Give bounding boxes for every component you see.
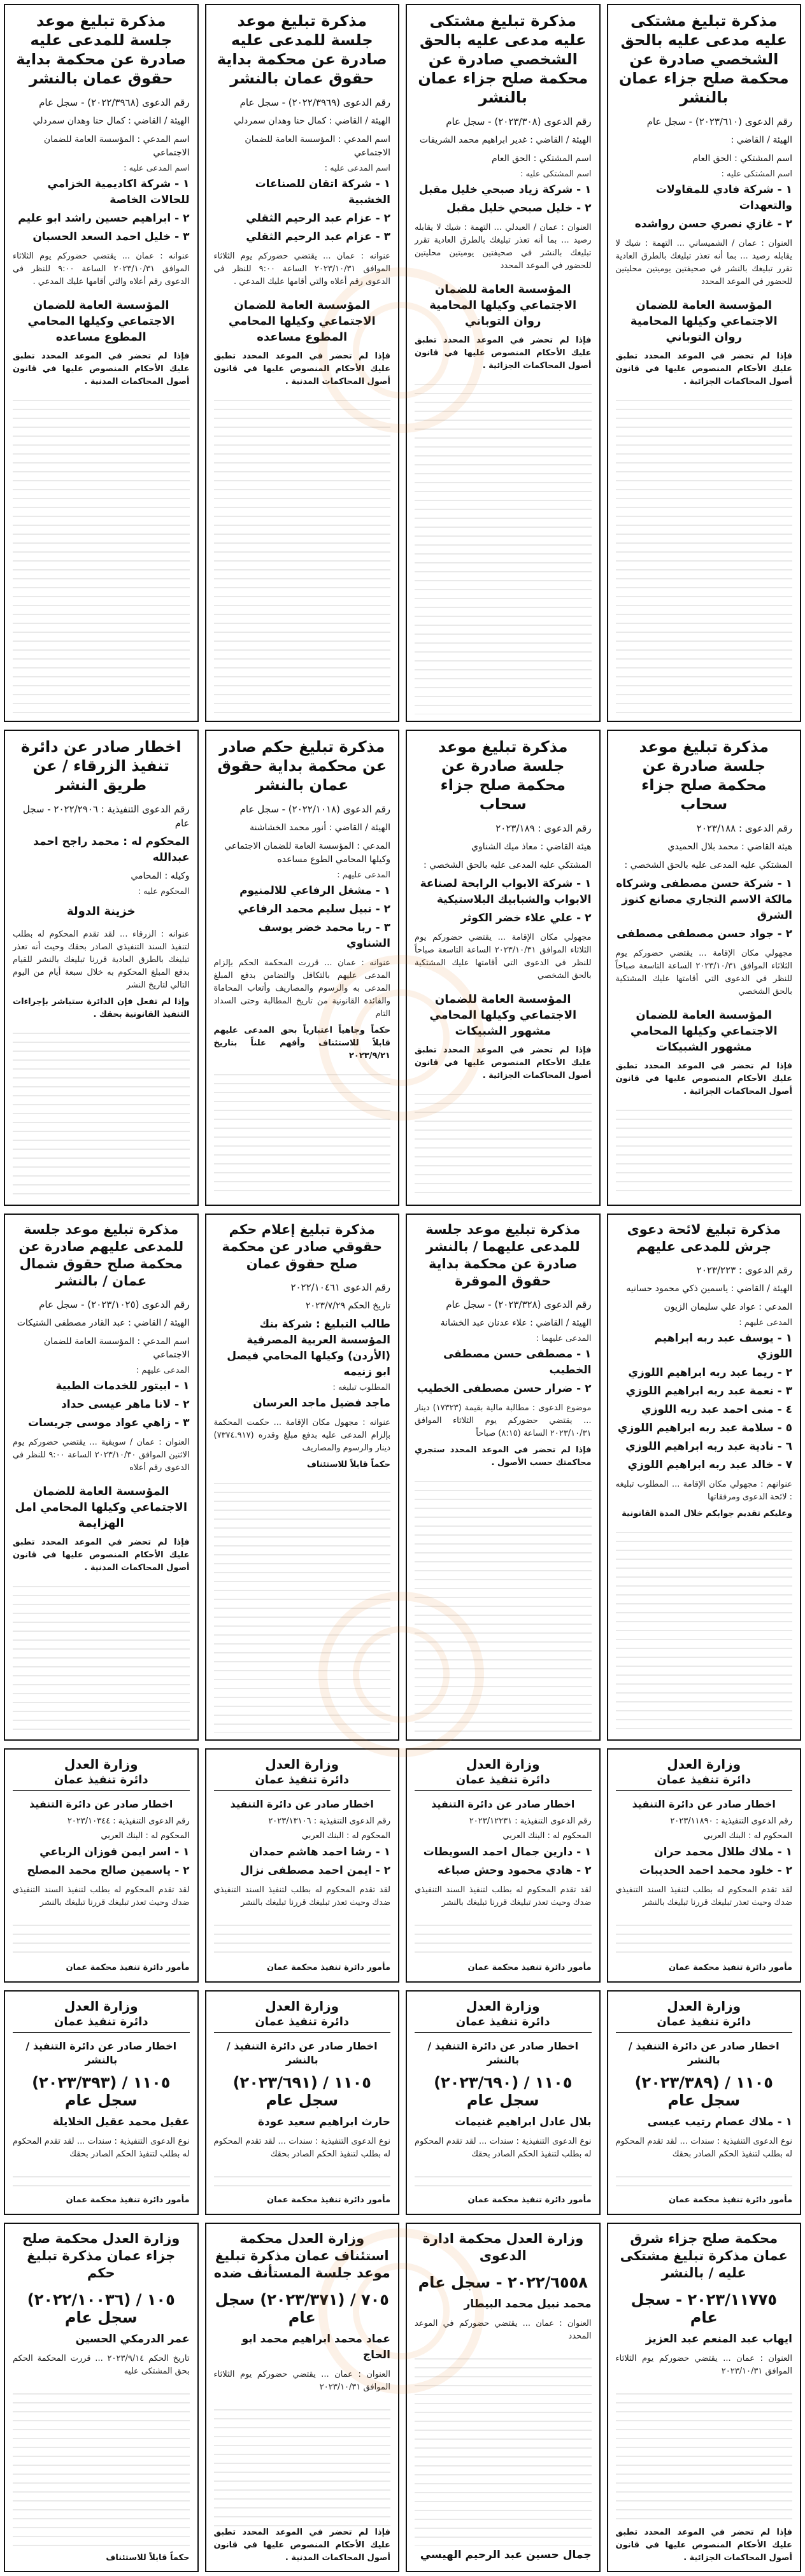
- notice-closing: فإذا لم تحضر في الموعد المحدد تطبق عليك الأحكام المنصوص عليها في قانون أصول المحاكمات الجزائية .: [415, 336, 592, 371]
- defendant: ٧ - خالد عبد ربه ابراهيم اللوزي: [627, 1459, 792, 1471]
- notice-r4-c3: [205, 1748, 400, 1983]
- case-number: رقم الدعوى (٢٠٢٣/٦١٠) - سجل عام: [646, 116, 792, 127]
- panel-judge: الهيئة / القاضي : غدير ابراهيم محمد الشريفات: [419, 135, 592, 145]
- notice-r6-c4: [4, 2223, 199, 2572]
- text-filler: [616, 1917, 793, 1960]
- case-number: ١١٠٥ / (٢٠٢٣/٣٩٣) سجل عام: [32, 2074, 171, 2109]
- notice-body: عنوانه : مجهول مكان الإقامة ... حكمت المحكمة بإلزام المدعى عليه بدفع مبلغ وقدره (٧٣٧٤.٩١٧) دينار والرسوم والمصاريف: [213, 1418, 390, 1453]
- notice-body: عنوانه : عمان ... يقتضي حضوركم يوم الثلاثاء الموافق ٢٠٢٣/١٠/٣١ الساعة ٩:٠٠ للنظر في الدعوى رقم أعلاه والتي أقامها عليك المدعي .: [13, 251, 190, 287]
- case-number: رقم الدعوى (٢٠٢٢/٣٩٦٩) - سجل عام: [239, 97, 390, 108]
- defendants-label: المدعى عليهما :: [536, 1334, 592, 1343]
- ministry-name: وزارة العدل: [466, 1999, 540, 2014]
- text-filler: [214, 2169, 391, 2193]
- notice-signature: مأمور دائرة تنفيذ محكمة عمان: [66, 2195, 190, 2205]
- ministry-name: وزارة العدل: [667, 1999, 741, 2014]
- defendant: ٤ - منى احمد عبد ربه اللوزي: [641, 1403, 792, 1416]
- panel-judge: الهيئة / القاضي : كمال حنا وهدان سمردلي: [32, 116, 190, 126]
- defendants-label: المدعى عليهم :: [739, 1318, 792, 1327]
- notice-title: مذكرة تبليغ موعد جلسة صادرة عن محكمة صلح جزاء سحاب: [438, 738, 568, 813]
- defendants-label: اسم المدعى عليه :: [124, 164, 190, 173]
- notice-closing: فإذا لم تحضر في الموعد المحدد تطبق عليك الأحكام المنصوص عليها في قانون أصول المحاكمات الجزائية .: [415, 1045, 592, 1080]
- notice-r2-c1: [607, 730, 802, 1206]
- notice-subtitle: اخطار صادر عن دائرة التنفيذ: [431, 1798, 575, 1810]
- notice-signature: مأمور دائرة تنفيذ محكمة عمان: [267, 2195, 390, 2205]
- notice-subtitle: اخطار صادر عن دائرة التنفيذ / بالنشر: [427, 2040, 579, 2066]
- notice-signature: مأمور دائرة تنفيذ محكمة عمان: [467, 1963, 592, 1972]
- notice-signature: مأمور دائرة تنفيذ محكمة عمان: [66, 1963, 190, 1972]
- notice-body: عنوانهم : مجهولي مكان الإقامة ... المطلوب تبليغه : لائحة الدعوى ومرفقاتها: [615, 1480, 792, 1502]
- ministry-name: وزارة العدل: [466, 1757, 540, 1772]
- plaintiff-org: المؤسسة العامة للضمان الاجتماعي وكيلها المحامية روان التوباني: [630, 299, 778, 344]
- notice-closing: فإذا لم تحضر في الموعد المحدد تطبق عليك الأحكام المنصوص عليها في قانون أصول المحاكمات المدنية .: [13, 1538, 190, 1573]
- text-filler: [616, 392, 793, 714]
- text-filler: [214, 1066, 391, 1198]
- defendant: ١ - مشغل الرفاعي للالمنيوم: [239, 884, 390, 897]
- case-number: رقم الدعوى التنفيذية : ٢٠٢٣/١٢٢٣١: [469, 1816, 592, 1826]
- debtor: ١ - ملاك عصام رتيب عيسى: [647, 2116, 792, 2128]
- defendant: ٢ - جواد حسن مصطفى مصطفى: [616, 928, 792, 940]
- defendant: ٢ - غازي نصري حسن رواشده: [634, 218, 792, 230]
- case-number: ١١٠٥ / (٢٠٢٣/٦٩١) سجل عام: [232, 2074, 371, 2109]
- debtor: ٢ - خلود محمد احمد الحديبات: [639, 1864, 792, 1877]
- notice-signature: مأمور دائرة تنفيذ محكمة عمان: [669, 1963, 792, 1972]
- defendants-label: اسم المشتكى عليه :: [520, 169, 592, 179]
- notice-closing: حكماً قابلاً للاستئناف: [306, 1460, 390, 1469]
- judgment-creditor: المحكوم له : البنك العربي: [502, 1831, 592, 1841]
- notice-body: تاريخ الحكم ٢٠٢٣/٩/١٤ ... قررت المحكمة الحكم بحق المشتكى عليه: [13, 2354, 190, 2376]
- defendant: عماد محمد ابراهيم محمد ابو الحاج: [241, 2333, 390, 2361]
- plaintiff: المدعي : المؤسسة العامة للضمان الاجتماعي وكيلها المحامي الطوع مساعده: [224, 841, 390, 865]
- notice-signature: مأمور دائرة تنفيذ محكمة عمان: [467, 2195, 592, 2205]
- notice-body: نوع الدعوى التنفيذية : سندات ... لقد تقدم المحكوم له بطلب لتنفيذ الحكم الصادر بحقك: [213, 2137, 390, 2159]
- notice-body: عنوانه : عمان ... قررت المحكمة الحكم بإلزام المدعى عليهم بالتكافل والتضامن بدفع المبلغ المدعى به والرسوم والمصاريف وأتعاب المحاماة والفائدة القانونية من تاريخ المطالبة وحتى السداد التام: [213, 958, 390, 1019]
- text-filler: [616, 2386, 793, 2526]
- notice-title: مذكرة تبليغ موعد جلسة للمدعى عليهما / بالنشر صادرة عن محكمة بداية حقوق الموقرة: [425, 1222, 581, 1289]
- defendant: ١ - شركة زياد صبحي خليل مقبل: [418, 183, 592, 196]
- defendants-label: اسم المشتكى عليه :: [721, 169, 792, 179]
- text-filler: [616, 1102, 793, 1198]
- case-number: ٢٠٢٢/٦٥٥٨ - سجل عام: [418, 2274, 588, 2291]
- text-filler: [415, 1473, 592, 1733]
- notice-r6-c2: [406, 2223, 601, 2572]
- case-number: رقم الدعوى (٢٠٢٣/٣٠٨) - سجل عام: [446, 116, 592, 127]
- notice-body: العنوان : عمان ... يقتضي حضوركم يوم الثلاثاء الموافق ٢٠٢٣/١٠/٣١: [615, 2354, 792, 2376]
- debtor: ٢ - ياسمين صالح محمد المصلح: [27, 1864, 190, 1877]
- notice-closing: وعليكم تقديم جوابكم خلال المدة القانونية: [622, 1509, 792, 1518]
- defendant: ١ - شركة حسن مصطفى وشركاه مالكة الاسم التجاري مصانع كنوز الشرق: [616, 877, 792, 922]
- defendant: ١ - شركة الابواب الرابحة لصناعة الابواب والشبابيك البلاستيكية: [420, 877, 592, 906]
- judgment-creditor: المحكوم له : البنك العربي: [703, 1831, 792, 1841]
- defendant: ٦ - نادية عبد ربه ابراهيم اللوزي: [625, 1440, 792, 1453]
- defendant: ماجد فضيل ماجد العرسان: [253, 1397, 390, 1410]
- notice-signature: جمال حسين عبد الرحيم الهيسي: [420, 2549, 592, 2561]
- defendant: ١ - مصطفى حسن مصطفى الخطيب: [443, 1348, 592, 1376]
- notice-closing: فإذا لم تحضر في الموعد المحدد تطبق عليك الأحكام المنصوص عليها في قانون أصول المحاكمات المدنية .: [13, 351, 190, 386]
- notices-row-bottom: [0, 2219, 805, 2576]
- plaintiff-org: المؤسسة العامة للضمان الاجتماعي وكيلها المحامية روان التوباني: [429, 283, 577, 328]
- notice-title: وزارة العدل محكمة ادارة الدعوى: [422, 2231, 584, 2263]
- text-filler: [13, 1025, 190, 1198]
- notice-r5-c1: [607, 1990, 802, 2215]
- defendant: ايهاب عبد المنعم عبد العزيز: [645, 2333, 792, 2346]
- notice-body: العنوان : عمان / سويفية ... يقتضي حضوركم يوم الاثنين الموافق ٢٠٢٣/١٠/٣٠ الساعة ٩:٠٠ للنظر في الدعوى رقم أعلاه: [13, 1438, 190, 1473]
- defendant: ٣ - خليل احمد السعد الحسبان: [32, 230, 190, 243]
- notice-r6-c1: [607, 2223, 802, 2572]
- case-number: رقم الدعوى التنفيذية : ٢٠٢٣/١١٨٩٠: [670, 1816, 792, 1826]
- case-number: رقم الدعوى التنفيذية : ٢٠٢٢/٢٩٠٦ - سجل عام: [22, 803, 190, 829]
- notice-body: نوع الدعوى التنفيذية : سندات ... لقد تقدم المحكوم له بطلب لتنفيذ الحكم الصادر بحقك: [415, 2137, 592, 2159]
- notice-r1-c4: [4, 4, 199, 722]
- department-name: دائرة تنفيذ عمان: [214, 1773, 391, 1791]
- notice-title: مذكرة تبليغ موعد جلسة صادرة عن محكمة صلح جزاء سحاب: [639, 738, 769, 813]
- defendant: ٥ - سلامة عبد ربه ابراهيم اللوزي: [617, 1422, 792, 1434]
- debtor: عقيل محمد عقيل الخلايلة: [52, 2116, 190, 2128]
- complainant: المشتكي عليه المدعى عليه بالحق الشخصي :: [424, 860, 592, 870]
- notice-body: نوع الدعوى التنفيذية : سندات ... لقد تقدم المحكوم له بطلب لتنفيذ الحكم الصادر بحقك: [13, 2137, 190, 2159]
- ministry-name: وزارة العدل: [64, 1757, 138, 1772]
- notice-r2-c3: [205, 730, 400, 1206]
- defendant: ٢ - ابراهيم حسين راشد ابو عليم: [18, 212, 190, 225]
- case-number: ١١٠٥ / (٢٠٢٣/٣٨٩) سجل عام: [634, 2074, 773, 2109]
- text-filler: [415, 376, 592, 714]
- text-filler: [415, 2169, 592, 2193]
- notice-subtitle: اخطار صادر عن دائرة التنفيذ: [230, 1798, 374, 1810]
- defendant: ٢ - ريما عبد ربه ابراهيم اللوزي: [628, 1366, 792, 1379]
- plaintiff: المدعي : عواد علي سليمان الزيون: [664, 1302, 792, 1312]
- defendant: ١ - شركة اتقان للصناعات الخشبية: [255, 178, 390, 206]
- notice-r4-c2: [406, 1748, 601, 1983]
- notice-subtitle: اخطار صادر عن دائرة التنفيذ: [29, 1798, 173, 1810]
- defendant: محمد نبيل محمد البيطار: [464, 2298, 592, 2311]
- text-filler: [13, 392, 190, 714]
- department-name: دائرة تنفيذ عمان: [415, 2014, 592, 2033]
- case-number: رقم الدعوى : ٢٠٢٣/١٨٨: [696, 823, 792, 834]
- notice-title: وزارة العدل محكمة استئناف عمان مذكرة تبليغ موعد جلسة المستأنف ضده: [213, 2231, 390, 2281]
- notice-subtitle: اخطار صادر عن دائرة التنفيذ / بالنشر: [628, 2040, 780, 2066]
- notice-body: لقد تقدم المحكوم له بطلب لتنفيذ السند التنفيذي ضدك وحيث تعذر تبليغك قررنا تبليغك بالنشر: [213, 1885, 390, 1907]
- notice-signature: مأمور دائرة تنفيذ محكمة عمان: [267, 1963, 390, 1972]
- defendant: ١ - شركة فادي للمقاولات والتعهدات: [655, 183, 792, 212]
- text-filler: [616, 1524, 793, 1733]
- ministry-name: وزارة العدل: [265, 1757, 339, 1772]
- text-filler: [13, 1917, 190, 1960]
- case-number: ١٠٥ / (٢٠٢٢/١٠٠٣٦) سجل عام: [27, 2291, 175, 2326]
- department-name: دائرة تنفيذ عمان: [13, 2014, 190, 2033]
- notice-body: العنوان : عمان / العبدلي ... التهمة : شيك لا يقابله رصيد ... بما أنه تعذر تبليغك بالطرق العادية تقرر تبليغك بالنشر في صحيفتين يوميتين محليتين للحضور في الموعد المحدد: [415, 223, 592, 271]
- attorney: وكيله : المحامي: [131, 871, 190, 881]
- plaintiff-org: المؤسسة العامة للضمان الاجتماعي وكيلها المحامي امل الهزايمة: [15, 1485, 187, 1530]
- notice-r3-c2: [406, 1214, 601, 1741]
- case-number: ١١٠٥ / (٢٠٢٣/٦٩٠) سجل عام: [434, 2074, 573, 2109]
- notice-body: مجهولي مكان الإقامة ... يقتضي حضوركم يوم الثلاثاء الموافق ٢٠٢٣/١٠/٣١ الساعة التاسعة صباحاً للنظر في الدعوى التي أقامتها عليك المشتكية بالحق الشخصي: [615, 949, 793, 996]
- notice-r3-c3: [205, 1214, 400, 1741]
- notice-title: محكمة صلح جزاء شرق عمان مذكرة تبليغ مشتكى عليه / بالنشر: [620, 2231, 788, 2281]
- notice-body: لقد تقدم المحكوم له بطلب لتنفيذ السند التنفيذي ضدك وحيث تعذر تبليغك قررنا تبليغك بالنشر: [615, 1885, 792, 1907]
- defendant: ٢ - علي علاء خضر الكوثر: [460, 912, 592, 924]
- defendants-label: المحكوم عليه :: [138, 887, 190, 896]
- notice-closing: حكماً قابلاً للاستئناف: [106, 2553, 190, 2563]
- debtor: بلال عادل ابراهيم غنيمات: [455, 2116, 592, 2128]
- notice-closing: حكماً وجاهياً اعتبارياً بحق المدعى عليهم قابلاً للاستئناف وأفهم علناً بتاريخ ٢٠٢٣/٩/٢١: [213, 1026, 390, 1061]
- debtor: ٢ - هادي محمود وحش صباغه: [437, 1864, 592, 1877]
- case-number: رقم الدعوى (٢٠٢٢/١٠١٨) - سجل عام: [239, 803, 390, 815]
- text-filler: [214, 392, 391, 714]
- notice-r3-c1: [607, 1214, 802, 1741]
- department-name: دائرة تنفيذ عمان: [214, 2014, 391, 2033]
- notice-closing: فإذا لم تحضر في الموعد المحدد تطبق عليك الأحكام المنصوص عليها في قانون أصول المحاكمات الجزائية .: [615, 351, 792, 386]
- notice-body: العنوان : عمان ... يقتضي حضوركم يوم الثلاثاء الموافق ٢٠٢٣/١٠/٣١: [213, 2370, 390, 2392]
- notice-closing: فإذا لم تحضر في الموعد المحدد تطبق عليك الأحكام المنصوص عليها في قانون أصول المحاكمات الجزائية .: [615, 2528, 792, 2563]
- panel-judge: الهيئة / القاضي : علاء عدنان عبد الخشانة: [440, 1318, 592, 1328]
- notice-body: عنوانه : الزرقاء ... لقد تقدم المحكوم له بطلب لتنفيذ السند التنفيذي الصادر بحقك وحيث أنه تعذر تبليغك بالطرق العادية قررنا تبليغك بالنشر للقيام بدفع المبلغ المحكوم به خلال سبعة أيام من اليوم التالي لتاريخ النشر: [13, 930, 190, 990]
- notice-title: مذكرة تبليغ لائحة دعوى جرش للمدعى عليهم: [627, 1222, 781, 1254]
- case-number: رقم الدعوى (٢٠٢٢/٣٩٦٨) - سجل عام: [39, 97, 190, 108]
- defendant: ٣ - نعمة عبد ربه ابراهيم اللوزي: [625, 1385, 792, 1398]
- text-filler: [214, 1917, 391, 1960]
- notice-closing: فإذا لم تحضر في الموعد المحدد تطبق عليك الأحكام المنصوص عليها في قانون أصول المحاكمات الجزائية .: [615, 1061, 792, 1096]
- panel-judge: هيئة القاضي : محمد بلال الحميدي: [667, 842, 792, 852]
- plaintiff-org: المؤسسة العامة للضمان الاجتماعي وكيلها المحامي المطوع مساعده: [27, 299, 175, 344]
- notice-r1-c1: [607, 4, 802, 722]
- debtor: حارث ابراهيم سعيد عودة: [257, 2116, 390, 2128]
- judgment-date: تاريخ الحكم ٢٠٢٣/٧/٢٩: [305, 1301, 390, 1311]
- notice-r1-c3: [205, 4, 400, 722]
- defendant: ٢ - عزام عبد الرحيم الثقلي: [246, 212, 390, 225]
- debtor: ١ - دارين جمال احمد السويطات: [423, 1846, 592, 1858]
- complainant: اسم المشتكي : الحق العام: [692, 153, 792, 164]
- notice-body: لقد تقدم المحكوم له بطلب لتنفيذ السند التنفيذي ضدك وحيث تعذر تبليغك قررنا تبليغك بالنشر: [415, 1885, 592, 1907]
- text-filler: [214, 2402, 391, 2526]
- defendants-label: المدعى عليهم :: [136, 1366, 190, 1375]
- notice-r2-c2: [406, 730, 601, 1206]
- notice-r4-c4: [4, 1748, 199, 1983]
- notice-r6-c3: [205, 2223, 400, 2572]
- notice-r2-c4: [4, 730, 199, 1206]
- text-filler: [13, 1578, 190, 1733]
- case-number: رقم الدعوى : ٢٠٢٣/٢٢٣: [696, 1264, 792, 1276]
- panel-judge: هيئة القاضي : معاذ ميك الشناوي: [471, 842, 592, 852]
- department-name: دائرة تنفيذ عمان: [13, 1773, 190, 1791]
- judgment-creditor: المحكوم له : البنك العربي: [101, 1831, 190, 1841]
- text-filler: [214, 1475, 391, 1733]
- defendant: ٢ - لانا ماهر عيسى حداد: [61, 1398, 190, 1411]
- notice-subtitle: اخطار صادر عن دائرة التنفيذ / بالنشر: [226, 2040, 378, 2066]
- complainant: اسم المشتكي : الحق العام: [491, 153, 592, 164]
- panel-judge: الهيئة / القاضي :: [730, 135, 792, 145]
- complainant: اسم المدعي : المؤسسة العامة للضمان الاجتماعي: [245, 134, 390, 158]
- notice-closing: فإذا لم تحضر في الموعد المحدد ستجري محاكمتك حسب الأصول .: [415, 1445, 592, 1468]
- panel-judge: الهيئة / القاضي : كمال حنا وهدان سمردلي: [234, 116, 390, 126]
- case-number: رقم الدعوى ٢٠٢٢/١٠٤٦١: [290, 1282, 390, 1293]
- complainant: المشتكي عليه المدعى عليه بالحق الشخصي :: [624, 860, 792, 870]
- defendants-label: المطلوب تبليغه :: [332, 1383, 390, 1392]
- defendant: عمر الدرمكي الحسين: [75, 2333, 190, 2346]
- case-number: ٢٠٢٣/١١٧٧٥ - سجل عام: [630, 2291, 778, 2326]
- defendant: ٣ - ربا محمد خضر يوسف الشناوي: [258, 921, 390, 950]
- notice-r5-c3: [205, 1990, 400, 2215]
- panel-judge: الهيئة / القاضي : أنور محمد الخشاشنة: [250, 823, 390, 833]
- plaintiff-org: المؤسسة العامة للضمان الاجتماعي وكيلها المحامي مشهور الشبيكات: [429, 993, 577, 1038]
- applicant: طالب التبليغ : شركة بنك المؤسسة العربية المصرفية (الأردن) وكيلها المحامي فيصل ابو زنيمه: [227, 1318, 390, 1378]
- notice-closing: فإذا لم تحضر في الموعد المحدد تطبق عليك الأحكام المنصوص عليها في قانون أصول المحاكمات المدنية .: [213, 351, 390, 386]
- notice-body: موضوع الدعوى : مطالبة مالية بقيمة (١٧٣٢٣) دينار ... يقتضي حضوركم يوم الثلاثاء الموافق ٢٠٢٣/١٠/٣١ الساعة (٨:١٥) صباحاً: [415, 1403, 592, 1438]
- plaintiff-org: المؤسسة العامة للضمان الاجتماعي وكيلها المحامي المطوع مساعده: [228, 299, 376, 344]
- notice-subtitle: اخطار صادر عن دائرة التنفيذ: [632, 1798, 776, 1810]
- text-filler: [415, 1086, 592, 1198]
- notice-body: لقد تقدم المحكوم له بطلب لتنفيذ السند التنفيذي ضدك وحيث تعذر تبليغك قررنا تبليغك بالنشر: [13, 1885, 190, 1907]
- notice-title: مذكرة تبليغ موعد جلسة للمدعى عليه صادرة عن محكمة بداية حقوق عمان بالنشر: [217, 12, 387, 87]
- text-filler: [415, 1917, 592, 1960]
- notice-body: نوع الدعوى التنفيذية : سندات ... لقد تقدم المحكوم له بطلب لتنفيذ الحكم الصادر بحقك: [615, 2137, 792, 2159]
- defendant: ١ - يوسف عبد ربه ابراهيم اللوزي: [654, 1332, 792, 1361]
- text-filler: [616, 2169, 793, 2193]
- department-name: دائرة تنفيذ عمان: [415, 1773, 592, 1791]
- notice-title: اخطار صادر عن دائرة تنفيذ الزرقاء / عن طريق النشر: [20, 738, 182, 794]
- notice-title: مذكرة تبليغ موعد جلسة للمدعى عليه صادرة عن محكمة بداية حقوق عمان بالنشر: [16, 12, 187, 87]
- notice-title: مذكرة تبليغ إعلام حكم حقوقي صادر عن محكمة صلح حقوق عمان: [222, 1222, 383, 1271]
- notice-closing: فإذا لم تحضر في الموعد المحدد تطبق عليك الأحكام المنصوص عليها في قانون أصول المحاكمات المدنية .: [213, 2528, 390, 2563]
- ministry-name: وزارة العدل: [64, 1999, 138, 2014]
- debtor: ٢ - ايمن احمد مصطفى نزال: [239, 1864, 390, 1877]
- defendant: ١ - شركة اكاديمية الخزامي للحالات الخاصة: [47, 178, 190, 206]
- ministry-name: وزارة العدل: [667, 1757, 741, 1772]
- notice-closing: وإذا لم تفعل فإن الدائرة ستباشر بإجراءات التنفيذ القانونية بحقك .: [13, 997, 190, 1019]
- case-number: رقم الدعوى : ٢٠٢٣/١٨٩: [495, 823, 592, 834]
- defendant: ٣ - زاهي عواد موسى جريسات: [27, 1417, 190, 1429]
- defendants-label: المدعى عليهم :: [337, 870, 390, 880]
- department-name: دائرة تنفيذ عمان: [616, 1773, 793, 1791]
- notice-title: مذكرة تبليغ مشتكى عليه مدعى عليه بالحق الشخصي صادرة عن محكمة صلح جزاء عمان بالنشر: [618, 12, 789, 106]
- notice-subtitle: اخطار صادر عن دائرة التنفيذ / بالنشر: [25, 2040, 177, 2066]
- notice-body: مجهولي مكان الإقامة ... يقتضي حضوركم يوم الثلاثاء الموافق ٢٠٢٣/١٠/٣١ الساعة التاسعة صباحاً للنظر في الدعوى التي أقامتها عليك المشتكية بالحق الشخصي: [415, 933, 592, 980]
- notice-r4-c1: [607, 1748, 802, 1983]
- ministry-name: وزارة العدل: [265, 1999, 339, 2014]
- case-number: رقم الدعوى التنفيذية : ٢٠٢٣/١٣١٠٦: [268, 1816, 390, 1826]
- judgment-creditor: المحكوم له : البنك العربي: [301, 1831, 390, 1841]
- notice-title: وزارة العدل محكمة صلح جزاء عمان مذكرة تبليغ حكم: [22, 2231, 180, 2281]
- notice-r5-c4: [4, 1990, 199, 2215]
- case-number: رقم الدعوى (٢٠٢٣/١٠٢٥) - سجل عام: [39, 1299, 190, 1310]
- complainant: اسم المدعي : المؤسسة العامة للضمان الاجتماعي: [43, 134, 190, 158]
- notice-body: العنوان : عمان / الشميساني ... التهمة : شيك لا يقابله رصيد ... بما أنه تعذر تبليغك بالطرق العادية تقرر تبليغك بالنشر في صحيفتين يوميتين محليتين للحضور في الموعد المحدد: [615, 239, 792, 287]
- case-number: رقم الدعوى (٢٠٢٣/٣٢٨) - سجل عام: [446, 1299, 592, 1310]
- notice-body: العنوان : عمان ... يقتضي حضوركم في الموعد المحدد: [415, 2319, 592, 2341]
- defendant: ٢ - نبيل سليم محمد الرفاعي: [238, 903, 390, 916]
- notice-body: عنوانه : عمان ... يقتضي حضوركم يوم الثلاثاء الموافق ٢٠٢٣/١٠/٣١ الساعة ٩:٠٠ للنظر في الدعوى رقم أعلاه والتي أقامها عليك المدعي .: [213, 251, 391, 287]
- judgment-creditor: المحكوم له : محمد راجح احمد عبدالله: [33, 835, 190, 864]
- plaintiff: اسم المدعي : المؤسسة العامة للضمان الاجتماعي: [43, 1336, 190, 1360]
- text-filler: [13, 2169, 190, 2193]
- case-number: ٧٠٥ / (٢٠٢٣/٣٧١) سجل عام: [215, 2291, 389, 2326]
- notice-title: مذكرة تبليغ مشتكى عليه مدعى عليه بالحق الشخصي صادرة عن محكمة صلح جزاء عمان بالنشر: [418, 12, 588, 106]
- judgment-debtor: خزينة الدولة: [66, 905, 136, 918]
- defendants-label: اسم المدعى عليه :: [324, 164, 390, 173]
- department-name: دائرة تنفيذ عمان: [616, 2014, 793, 2033]
- text-filler: [415, 2351, 592, 2546]
- defendant: ٣ - عزام عبد الرحيم الثقلي: [246, 230, 390, 243]
- plaintiff-org: المؤسسة العامة للضمان الاجتماعي وكيلها المحامي مشهور الشبيكات: [630, 1008, 778, 1054]
- panel-judge: الهيئة / القاضي : عبد القادر مصطفى الشنيكات: [17, 1318, 190, 1328]
- case-number: رقم الدعوى التنفيذية : ٢٠٢٣/١٠٣٤٤: [67, 1816, 190, 1826]
- notice-r1-c2: [406, 4, 601, 722]
- notice-r5-c2: [406, 1990, 601, 2215]
- notice-signature: مأمور دائرة تنفيذ محكمة عمان: [669, 2195, 792, 2205]
- defendant: ٢ - ضرار حسن مصطفى الخطيب: [417, 1382, 592, 1395]
- debtor: ١ - اسر ايمن فوزان الرباعي: [39, 1846, 190, 1858]
- defendant: ١ - ابيتور للخدمات الطبية: [55, 1380, 190, 1392]
- debtor: ١ - رشا احمد هاشم حمدان: [249, 1846, 390, 1858]
- defendant: ٢ - خليل صبحي خليل مقبل: [446, 202, 592, 215]
- text-filler: [13, 2386, 190, 2552]
- notice-title: مذكرة تبليغ موعد جلسة للمدعى عليهم صادرة عن محكمة صلح حقوق شمال عمان / بالنشر: [18, 1222, 184, 1289]
- notice-r3-c4: [4, 1214, 199, 1741]
- notice-title: مذكرة تبليغ حكم صادر عن محكمة بداية حقوق عمان بالنشر: [217, 738, 387, 794]
- panel-judge: الهيئة / القاضي : ياسمين ذكي محمود حسانيه: [626, 1284, 792, 1294]
- debtor: ١ - ملاك طلال محمد حران: [654, 1846, 792, 1858]
